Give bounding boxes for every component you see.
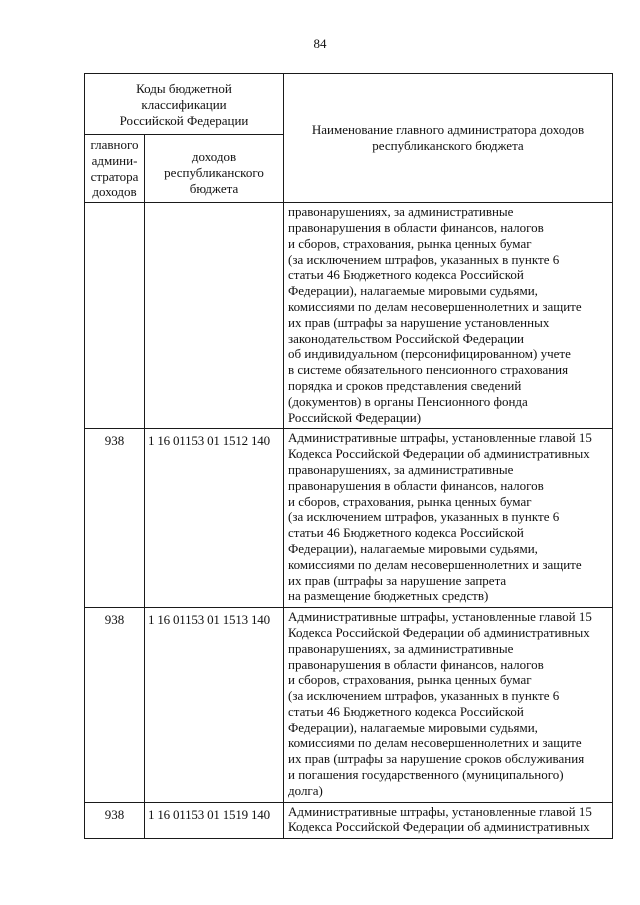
income-code-cell: 1 16 01153 01 1513 140 — [145, 608, 284, 803]
header-admin-line: стратора — [90, 168, 139, 184]
header-income-line: доходов — [191, 149, 237, 164]
header-admin-column — [85, 135, 145, 203]
name-text-line: на размещение бюджетных средств) — [288, 588, 489, 604]
income-code-cell — [145, 203, 284, 429]
name-text-line: Федерации), налагаемые мировыми судьями, — [288, 719, 538, 735]
budget-classification-table — [84, 73, 613, 839]
table-row — [85, 608, 613, 803]
name-text-line: в системе обязательного пенсионного страхования — [288, 362, 569, 378]
name-text-line: долга) — [288, 782, 323, 798]
name-text-line: статьи 46 Бюджетного кодекса Российской — [288, 703, 524, 719]
table-row — [85, 203, 613, 429]
name-text-line: и сборов, страхования, рынка ценных бумаг — [288, 672, 532, 688]
name-text-line: и погашения государственного (муниципального) — [288, 767, 564, 783]
name-text-line: комиссиями по делам несовершеннолетних и защите — [288, 556, 582, 572]
header-name-column — [284, 74, 613, 203]
header-codes-group — [85, 74, 284, 135]
name-text-line: Административные штрафы, установленные главой 15 — [288, 803, 592, 819]
name-text-line: их прав (штрафы за нарушение запрета — [288, 572, 507, 588]
administrator-name-cell — [284, 429, 613, 608]
name-text-line: Административные штрафы, установленные главой 15 — [288, 609, 592, 625]
name-text-line: комиссиями по делам несовершеннолетних и защите — [288, 298, 582, 314]
name-text-line: Кодекса Российской Федерации об административных — [288, 819, 590, 835]
header-income-line: бюджета — [189, 180, 239, 196]
administrator-name-cell — [284, 802, 613, 839]
name-text-line: Административные штрафы, установленные главой 15 — [288, 430, 592, 446]
name-text-line: и сборов, страхования, рынка ценных бумаг — [288, 235, 532, 251]
administrator-name-cell — [284, 608, 613, 803]
name-text-line: Российской Федерации) — [288, 409, 422, 425]
name-text-line: Кодекса Российской Федерации об административных — [288, 446, 590, 462]
name-text-line: (за исключением штрафов, указанных в пункте 6 — [288, 688, 560, 704]
name-text-line: комиссиями по делам несовершеннолетних и защите — [288, 735, 582, 751]
admin-code-cell: 938 — [85, 429, 145, 608]
name-text-line: правонарушения в области финансов, налогов — [288, 477, 544, 493]
table-body — [85, 203, 613, 839]
header-income-line: республиканского — [164, 164, 264, 180]
income-code-cell: 1 16 01153 01 1519 140 — [145, 802, 284, 839]
name-text-line: их прав (штрафы за нарушение установленных — [288, 314, 550, 330]
header-group-line: Российской Федерации — [119, 112, 249, 128]
header-row-group — [85, 74, 613, 135]
header-name-line: Наименование главного администратора доходов — [311, 122, 585, 138]
name-text-line: правонарушениях, за административные — [288, 204, 514, 220]
header-group-line: Коды бюджетной — [136, 81, 232, 97]
name-text-line: правонарушения в области финансов, налогов — [288, 656, 544, 672]
header-group-line: классификации — [141, 97, 227, 113]
table-row — [85, 802, 613, 839]
income-code-cell: 1 16 01153 01 1512 140 — [145, 429, 284, 608]
name-text-line: (за исключением штрафов, указанных в пункте 6 — [288, 509, 560, 525]
header-admin-line: главного — [90, 137, 139, 152]
name-text-line: Федерации), налагаемые мировыми судьями, — [288, 540, 538, 556]
name-text-line: (за исключением штрафов, указанных в пункте 6 — [288, 251, 560, 267]
header-income-column — [145, 135, 284, 203]
name-text-line: об индивидуальном (персонифицированном) учете — [288, 346, 571, 362]
header-admin-line: доходов — [92, 184, 137, 200]
name-text-line: и сборов, страхования, рынка ценных бумаг — [288, 493, 532, 509]
admin-code-cell: 938 — [85, 802, 145, 839]
name-text-line: их прав (штрафы за нарушение сроков обслуживания — [288, 751, 585, 767]
page-number: 84 — [313, 36, 327, 51]
header-name-line: республиканского бюджета — [372, 138, 524, 154]
admin-code-cell — [85, 203, 145, 429]
name-text-line: правонарушениях, за административные — [288, 640, 514, 656]
name-text-line: Федерации), налагаемые мировыми судьями, — [288, 283, 538, 299]
name-text-line: (документов) в органы Пенсионного фонда — [288, 393, 528, 409]
header-admin-line: админи- — [91, 152, 138, 168]
name-text-line: статьи 46 Бюджетного кодекса Российской — [288, 525, 524, 541]
admin-code-cell: 938 — [85, 608, 145, 803]
table-row — [85, 429, 613, 608]
name-text-line: Кодекса Российской Федерации об административных — [288, 624, 590, 640]
administrator-name-cell — [284, 203, 613, 429]
name-text-line: правонарушения в области финансов, налогов — [288, 219, 544, 235]
name-text-line: порядка и сроков представления сведений — [288, 377, 522, 393]
name-text-line: правонарушениях, за административные — [288, 461, 514, 477]
name-text-line: статьи 46 Бюджетного кодекса Российской — [288, 267, 524, 283]
name-text-line: законодательством Российской Федерации — [288, 330, 524, 346]
